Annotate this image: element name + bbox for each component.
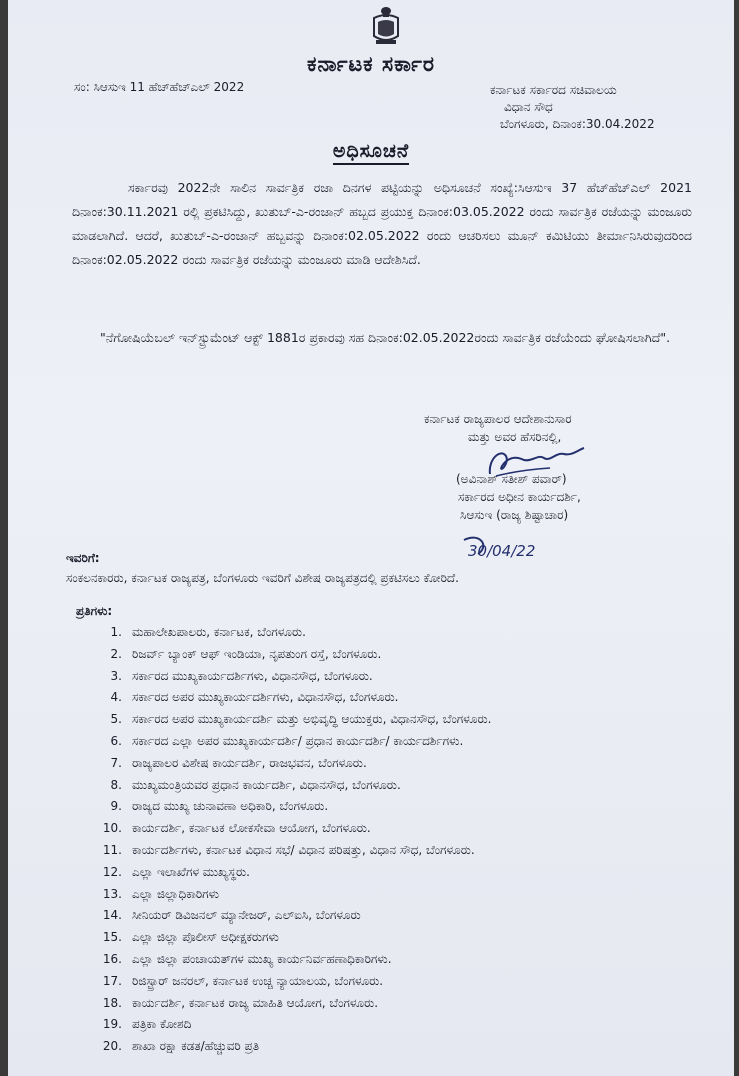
notification-document: [8, 0, 734, 1076]
authority-line: ಕರ್ನಾಟಕ ರಾಜ್ಯಪಾಲರ ಆದೇಶಾನುಸಾರ: [424, 412, 572, 426]
list-item-text: ಎಲ್ಲಾ ಜಿಲ್ಲಾ ಪೊಲೀಸ್ ಅಧೀಕ್ಷಕರುಗಳು: [132, 930, 279, 945]
list-item: [92, 884, 491, 906]
list-item-text: ಕಾರ್ಯದರ್ಶಿಗಳು, ಕರ್ನಾಟಕ ವಿಧಾನ ಸಭೆ/ ವಿಧಾನ ಪರಿಷತ್ತು, ವಿಧಾನ ಸೌಧ, ಬೆಂಗಳೂರು.: [132, 842, 475, 857]
signatory-block: [456, 470, 581, 524]
reference-number: ಸಂ: ಸಿಆಸುಇ 11 ಹೆಚ್‌ಹೆಚ್‌ಎಲ್ 2022: [74, 80, 245, 94]
copies-list: [92, 622, 491, 1058]
list-item: [92, 1036, 491, 1058]
list-item: [92, 993, 491, 1015]
list-item-number: 11.: [102, 842, 122, 857]
list-item-text: ಎಲ್ಲಾ ಜಿಲ್ಲಾಧಿಕಾರಿಗಳು: [132, 886, 220, 901]
list-item: [92, 709, 491, 731]
body-paragraph-2: "ನೆಗೋಷಿಯೆಬಲ್ ಇನ್‌ಸ್ಟ್ರುಮೆಂಟ್ ಆಕ್ಟ್ 1881ರ ಪ್ರಕಾರವು ಸಹ ದಿನಾಂಕ:02.05.2022ರಂದು ಸಾರ್ವತ್ರಿಕ ರಜೆಯೆಂದು ಘೋಷಿಸಲಾಗಿದೆ".: [100, 330, 671, 345]
list-item-number: 19.: [102, 1017, 122, 1032]
list-item-number: 16.: [102, 951, 122, 966]
list-item: [92, 731, 491, 753]
list-item: [92, 687, 491, 709]
list-item-text: ಮುಖ್ಯಮಂತ್ರಿಯವರ ಪ್ರಧಾನ ಕಾರ್ಯದರ್ಶಿ, ವಿಧಾನಸೌಧ, ಬೆಂಗಳೂರು.: [132, 777, 401, 792]
recipient-block: [66, 548, 459, 588]
list-item-text: ಸೀನಿಯರ್ ಡಿವಿಜನಲ್ ಮ್ಯಾನೇಜರ್, ಎಲ್‌ಐಸಿ, ಬೆಂಗಳೂರು: [132, 908, 361, 923]
list-item-number: 3.: [110, 668, 122, 683]
list-item-number: 15.: [102, 930, 122, 945]
list-item: [92, 796, 491, 818]
office-line: ವಿಧಾನ ಸೌಧ: [504, 100, 553, 114]
list-item-number: 12.: [102, 864, 122, 879]
list-item-number: 5.: [110, 712, 122, 727]
list-item-text: ಸರ್ಕಾರದ ಅಪರ ಮುಖ್ಯಕಾರ್ಯದರ್ಶಿಗಳು, ವಿಧಾನಸೌಧ, ಬೆಂಗಳೂರು.: [132, 690, 399, 705]
list-item-number: 14.: [102, 908, 122, 923]
list-item-text: ಕಾರ್ಯದರ್ಶಿ, ಕರ್ನಾಟಕ ಲೋಕಸೇವಾ ಆಯೋಗ, ಬೆಂಗಳೂರು.: [132, 821, 371, 836]
notification-title-text: ಅಧಿಸೂಚನೆ: [333, 140, 409, 165]
list-item-number: 20.: [102, 1039, 122, 1054]
handwritten-date: [460, 526, 550, 566]
list-item-number: 17.: [102, 973, 122, 988]
list-item: [92, 818, 491, 840]
list-item-text: ಶಾಖಾ ರಕ್ಷಾ ಕಡತ/ಹೆಚ್ಚುವರಿ ಪ್ರತಿ: [132, 1039, 260, 1054]
list-item: [92, 753, 491, 775]
list-item-number: 18.: [102, 995, 122, 1010]
list-item-text: ಸರ್ಕಾರದ ಮುಖ್ಯಕಾರ್ಯದರ್ಶಿಗಳು, ವಿಧಾನಸೌಧ, ಬೆಂಗಳೂರು.: [132, 668, 373, 683]
list-item: [92, 1014, 491, 1036]
list-item-text: ಎಲ್ಲಾ ಇಲಾಖೆಗಳ ಮುಖ್ಯಸ್ಥರು.: [132, 864, 250, 879]
list-item: [92, 949, 491, 971]
list-item: [92, 971, 491, 993]
svg-text:30/04/22: 30/04/22: [468, 542, 536, 560]
recipient-label: ಇವರಿಗೆ:: [66, 551, 100, 565]
body-paragraph-1: ಸರ್ಕಾರವು 2022ನೇ ಸಾಲಿನ ಸಾರ್ವತ್ರಿಕ ರಜಾ ದಿನಗಳ ಪಟ್ಟಿಯನ್ನು ಅಧಿಸೂಚನೆ ಸಂಖ್ಯೆ:ಸಿಆಸುಇ 37 ಹೆಚ್‌ಹೆಚ್‌ಎಲ್ 2021 ದಿನಾಂಕ:30.11.2021 ರಲ್ಲಿ ಪ್ರಕಟಿಸಿದ್ದು, ಖುತುಬ್-ಎ-ರಂಜಾನ್ ಹಬ್ಬದ ಪ್ರಯುಕ್ತ ದಿನಾಂಕ:03.05.2022 ರಂದು ಸಾರ್ವತ್ರಿಕ ರಜೆಯನ್ನು ಮಂಜೂರು ಮಾಡಲಾಗಿದೆ. ಆದರೆ, ಖುತುಬ್-ಎ-ರಂಜಾನ್ ಹಬ್ಬವನ್ನು ದಿನಾಂಕ:02.05.2022 ರಂದು ಆಚರಿಸಲು ಮೂನ್ ಕಮಿಟಿಯು ತೀರ್ಮಾನಿಸಿರುವುದರಿಂದ ದಿನಾಂಕ:02.05.2022 ರಂದು ಸಾರ್ವತ್ರಿಕ ರಜೆಯನ್ನು ಮಂಜೂರು ಮಾಡಿ ಆದೇಶಿಸಿದೆ.: [72, 180, 692, 267]
list-item-text: ರಾಜ್ಯಪಾಲರ ವಿಶೇಷ ಕಾರ್ಯದರ್ಶಿ, ರಾಜಭವನ, ಬೆಂಗಳೂರು.: [132, 755, 367, 770]
list-item: [92, 666, 491, 688]
copies-label: ಪ್ರತಿಗಳು:: [76, 604, 113, 618]
list-item: [92, 622, 491, 644]
list-item-number: 9.: [110, 799, 122, 814]
list-item-text: ಸರ್ಕಾರದ ಅಪರ ಮುಖ್ಯಕಾರ್ಯದರ್ಶಿ ಮತ್ತು ಅಭಿವೃದ್ಧಿ ಆಯುಕ್ತರು, ವಿಧಾನಸೌಧ, ಬೆಂಗಳೂರು.: [132, 712, 492, 727]
notification-title: [8, 140, 734, 162]
list-item-number: 4.: [110, 690, 122, 705]
recipient-text: ಸಂಕಲನಕಾರರು, ಕರ್ನಾಟಕ ರಾಜ್ಯಪತ್ರ, ಬೆಂಗಳೂರು ಇವರಿಗೆ ವಿಶೇಷ ರಾಜ್ಯಪತ್ರದಲ್ಲಿ ಪ್ರಕಟಿಸಲು ಕೋರಿದೆ.: [66, 571, 459, 585]
authority-line: ಮತ್ತು ಅವರ ಹೆಸರಿನಲ್ಲಿ,: [468, 430, 562, 444]
state-emblem-icon: [368, 2, 404, 46]
office-date-line: ಬೆಂಗಳೂರು, ದಿನಾಂಕ:30.04.2022: [500, 117, 655, 131]
list-item-text: ರಾಜ್ಯದ ಮುಖ್ಯ ಚುನಾವಣಾ ಅಧಿಕಾರಿ, ಬೆಂಗಳೂರು.: [132, 799, 329, 814]
list-item-text: ರಿಜರ್ವ್ ಬ್ಯಾಂಕ್ ಆಫ್ ಇಂಡಿಯಾ, ನೃಪತುಂಗ ರಸ್ತೆ, ಬೆಂಗಳೂರು.: [132, 646, 382, 661]
list-item-number: 10.: [102, 821, 122, 836]
list-item-text: ಸರ್ಕಾರದ ಎಲ್ಲಾ ಅಪರ ಮುಖ್ಯಕಾರ್ಯದರ್ಶಿ/ ಪ್ರಧಾನ ಕಾರ್ಯದರ್ಶಿ/ ಕಾರ್ಯದರ್ಶಿಗಳು.: [132, 733, 464, 748]
signatory-designation: ಸರ್ಕಾರದ ಅಧೀನ ಕಾರ್ಯದರ್ಶಿ,: [458, 490, 581, 504]
list-item: [92, 840, 491, 862]
list-item: [92, 775, 491, 797]
list-item: [92, 862, 491, 884]
office-line: ಕರ್ನಾಟಕ ಸರ್ಕಾರದ ಸಚಿವಾಲಯ: [490, 83, 617, 97]
list-item: [92, 644, 491, 666]
list-item-number: 8.: [110, 777, 122, 792]
government-title: ಕರ್ನಾಟಕ ಸರ್ಕಾರ: [307, 52, 435, 76]
list-item-number: 7.: [110, 755, 122, 770]
list-item: [92, 927, 491, 949]
list-item-text: ಕಾರ್ಯದರ್ಶಿ, ಕರ್ನಾಟಕ ರಾಜ್ಯ ಮಾಹಿತಿ ಆಯೋಗ, ಬೆಂಗಳೂರು.: [132, 995, 379, 1010]
list-item-number: 13.: [102, 886, 122, 901]
list-item-text: ಮಹಾಲೇಖಪಾಲರು, ಕರ್ನಾಟಕ, ಬೆಂಗಳೂರು.: [132, 625, 306, 639]
list-item-text: ರಿಜಿಸ್ಟ್ರಾರ್ ಜನರಲ್, ಕರ್ನಾಟಕ ಉಚ್ಚ ನ್ಯಾಯಾಲಯ, ಬೆಂಗಳೂರು.: [132, 973, 384, 988]
list-item-number: 2.: [110, 646, 122, 661]
office-address: [490, 82, 655, 133]
list-item-number: 1.: [110, 625, 122, 639]
signatory-name: (ಅವಿನಾಶ್ ಸತೀಶ್ ಪವಾರ್): [456, 472, 567, 486]
list-item: [92, 905, 491, 927]
list-item-text: ಪತ್ರಿಕಾ ಕೋಶದಿ: [132, 1017, 192, 1032]
signatory-department: ಸಿಆಸುಇ (ರಾಜ್ಯ ಶಿಷ್ಟಾಚಾರ): [460, 508, 569, 522]
list-item-text: ಎಲ್ಲಾ ಜಿಲ್ಲಾ ಪಂಚಾಯತ್‌ಗಳ ಮುಖ್ಯ ಕಾರ್ಯನಿರ್ವಹಣಾಧಿಕಾರಿಗಳು.: [132, 951, 392, 966]
list-item-number: 6.: [110, 733, 122, 748]
